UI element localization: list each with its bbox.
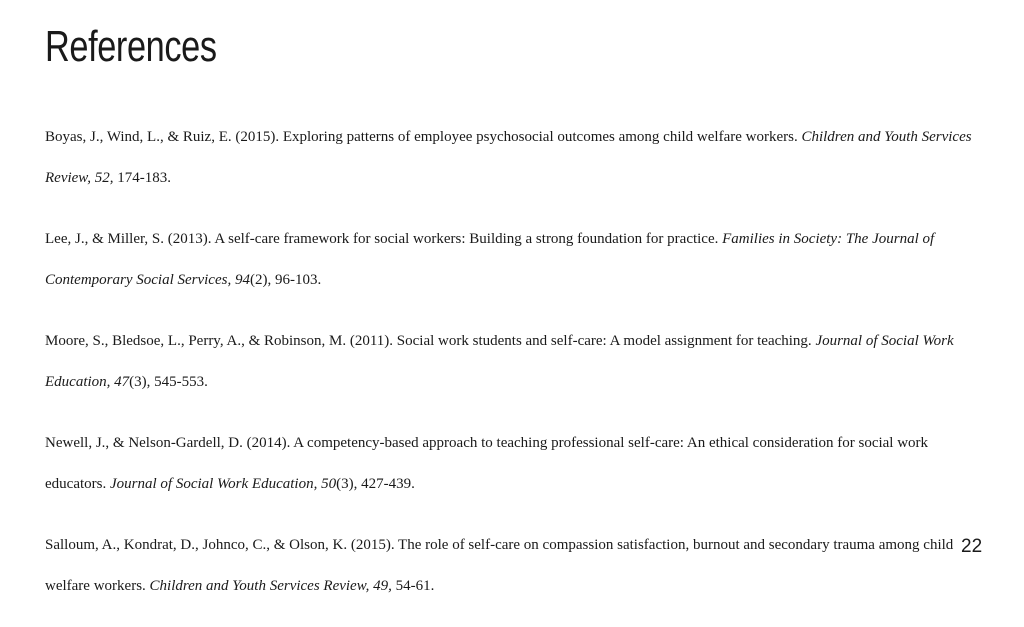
- reference-journal: Journal of Social Work Education, 50: [109, 476, 337, 492]
- reference-pages: 54-61.: [391, 578, 435, 594]
- reference-citation: Newell, J., & Nelson-Gardell, D. (2014). A competency-based approach to teaching professional self-care: An ethical consideration for social work educators.: [45, 435, 929, 492]
- reference-issue: (3): [336, 476, 354, 492]
- reference-pages: 174-183.: [113, 170, 171, 186]
- reference-citation: Salloum, A., Kondrat, D., Johnco, C., & Olson, K. (2015). The role of self-care on compassion satisfaction, burnout and secondary trauma among child welfare workers.: [45, 537, 954, 594]
- reference-pages: , 96-103.: [267, 272, 322, 288]
- reference-citation: Moore, S., Bledsoe, L., Perry, A., & Robinson, M. (2011). Social work students and self-care: A model assignment for teaching.: [45, 333, 816, 349]
- reference-entry: [45, 321, 980, 403]
- reference-issue: (3): [129, 374, 147, 390]
- reference-entry: [45, 423, 980, 505]
- reference-journal: Children and Youth Services Review, 52,: [45, 129, 972, 186]
- reference-citation: Boyas, J., Wind, L., & Ruiz, E. (2015). Exploring patterns of employee psychosocial outcomes among child welfare workers.: [45, 129, 802, 145]
- page-number: 22: [961, 536, 983, 557]
- reference-pages: , 545-553.: [146, 374, 208, 390]
- reference-entry: [45, 219, 980, 301]
- reference-entry: [45, 525, 983, 607]
- reference-journal: Families in Society: The Journal of Contemporary Social Services, 94: [45, 231, 935, 288]
- reference-journal: Journal of Social Work Education, 47: [45, 333, 954, 390]
- reference-issue: (2): [249, 272, 268, 288]
- reference-citation: Lee, J., & Miller, S. (2013). A self-care framework for social workers: Building a strong foundation for practice.: [45, 231, 723, 247]
- reference-list: [45, 117, 983, 627]
- reference-pages: , 427-439.: [353, 476, 415, 492]
- reference-entry: [45, 117, 980, 199]
- slide-title: References: [45, 22, 217, 71]
- reference-journal: Children and Youth Services Review, 49,: [149, 578, 392, 594]
